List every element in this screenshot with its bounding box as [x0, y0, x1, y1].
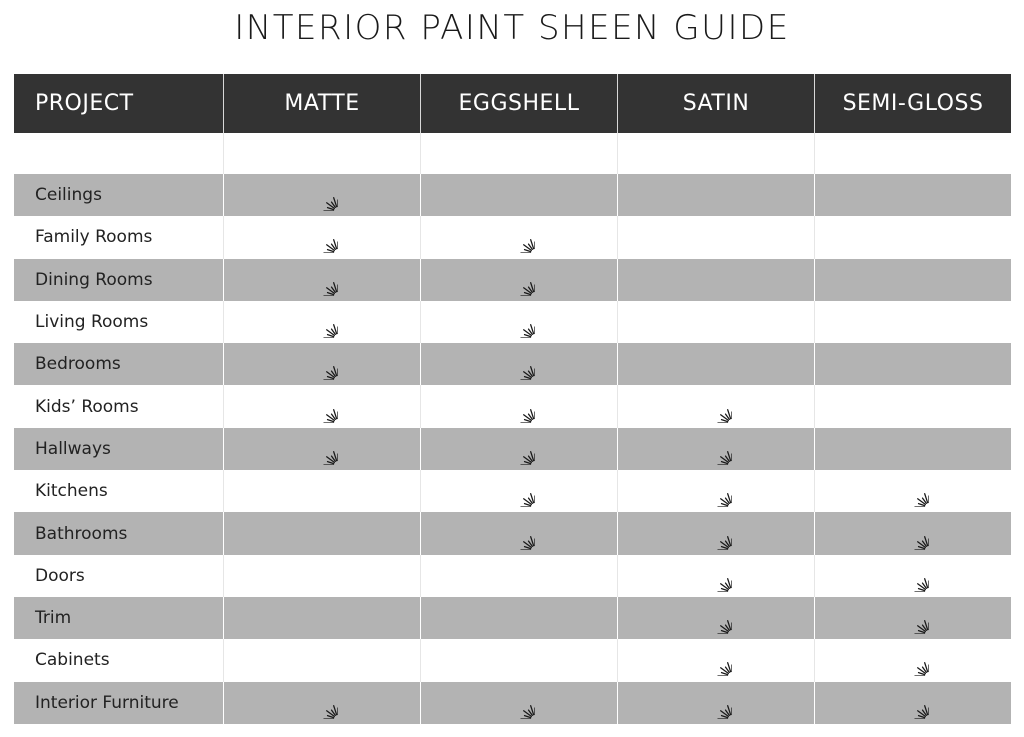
starburst-icon — [306, 221, 338, 253]
sheen-cell-matte — [224, 216, 421, 258]
sheen-cell-semigloss — [815, 385, 1011, 427]
spacer-cell — [224, 133, 421, 174]
sheen-cell-satin — [618, 428, 815, 470]
table-row — [14, 639, 1011, 681]
starburst-icon — [700, 433, 732, 465]
table-row — [14, 555, 1011, 597]
sheen-cell-semigloss — [815, 174, 1011, 216]
sheen-cell-matte — [224, 597, 421, 639]
page-title: INTERIOR PAINT SHEEN GUIDE — [234, 8, 790, 48]
starburst-icon — [503, 264, 535, 296]
sheen-cell-eggshell — [421, 639, 618, 681]
project-label: Family Rooms — [14, 216, 224, 258]
header-semi-gloss: SEMI-GLOSS — [842, 91, 984, 116]
sheen-cell-semigloss — [815, 343, 1011, 385]
project-label: Cabinets — [14, 639, 224, 681]
starburst-icon — [306, 264, 338, 296]
project-label: Doors — [14, 555, 224, 597]
sheen-cell-eggshell — [421, 385, 618, 427]
starburst-icon — [897, 602, 929, 634]
starburst-icon — [503, 518, 535, 550]
starburst-icon — [897, 687, 929, 719]
table-row — [14, 259, 1011, 301]
starburst-icon — [306, 391, 338, 423]
sheen-cell-satin — [618, 512, 815, 554]
sheen-cell-satin — [618, 343, 815, 385]
starburst-icon — [306, 348, 338, 380]
sheen-cell-eggshell — [421, 512, 618, 554]
starburst-icon — [503, 475, 535, 507]
table-row — [14, 385, 1011, 427]
table-row — [14, 597, 1011, 639]
table-row — [14, 216, 1011, 258]
starburst-icon — [503, 348, 535, 380]
sheen-cell-satin — [618, 301, 815, 343]
sheen-cell-matte — [224, 385, 421, 427]
starburst-icon — [897, 644, 929, 676]
sheen-cell-eggshell — [421, 470, 618, 512]
sheen-cell-eggshell — [421, 428, 618, 470]
sheen-cell-matte — [224, 470, 421, 512]
sheen-cell-matte — [224, 682, 421, 724]
sheen-cell-satin — [618, 259, 815, 301]
sheen-cell-semigloss — [815, 470, 1011, 512]
header-project: PROJECT — [14, 74, 224, 133]
starburst-icon — [897, 518, 929, 550]
sheen-cell-eggshell — [421, 682, 618, 724]
table-header — [14, 74, 1011, 133]
sheen-cell-satin — [618, 639, 815, 681]
starburst-icon — [503, 306, 535, 338]
starburst-icon — [306, 687, 338, 719]
sheen-cell-matte — [224, 343, 421, 385]
table-row — [14, 343, 1011, 385]
sheen-cell-satin — [618, 470, 815, 512]
sheen-cell-semigloss — [815, 682, 1011, 724]
sheen-cell-matte — [224, 301, 421, 343]
sheen-cell-matte — [224, 259, 421, 301]
sheen-cell-semigloss — [815, 555, 1011, 597]
sheen-cell-matte — [224, 428, 421, 470]
starburst-icon — [503, 433, 535, 465]
table-spacer — [14, 133, 1011, 174]
table-body — [14, 174, 1011, 724]
sheen-cell-semigloss — [815, 512, 1011, 554]
sheen-cell-eggshell — [421, 174, 618, 216]
starburst-icon — [897, 475, 929, 507]
sheen-cell-semigloss — [815, 301, 1011, 343]
starburst-icon — [503, 687, 535, 719]
starburst-icon — [306, 179, 338, 211]
sheen-cell-semigloss — [815, 428, 1011, 470]
sheen-cell-matte — [224, 555, 421, 597]
sheen-cell-satin — [618, 216, 815, 258]
project-label: Dining Rooms — [14, 259, 224, 301]
project-label: Living Rooms — [14, 301, 224, 343]
sheen-cell-eggshell — [421, 343, 618, 385]
starburst-icon — [700, 687, 732, 719]
spacer-cell — [815, 133, 1011, 174]
sheen-cell-satin — [618, 597, 815, 639]
sheen-cell-satin — [618, 555, 815, 597]
starburst-icon — [700, 475, 732, 507]
sheen-cell-satin — [618, 174, 815, 216]
project-label: Bedrooms — [14, 343, 224, 385]
sheen-cell-matte — [224, 512, 421, 554]
table-row — [14, 512, 1011, 554]
sheen-table — [14, 74, 1011, 724]
table-row — [14, 301, 1011, 343]
spacer-cell — [14, 133, 224, 174]
starburst-icon — [700, 602, 732, 634]
spacer-cell — [618, 133, 815, 174]
sheen-cell-matte — [224, 639, 421, 681]
spacer-cell — [421, 133, 618, 174]
project-label: Kitchens — [14, 470, 224, 512]
sheen-cell-eggshell — [421, 216, 618, 258]
starburst-icon — [306, 433, 338, 465]
project-label: Ceilings — [14, 174, 224, 216]
sheen-cell-semigloss — [815, 639, 1011, 681]
header-matte: MATTE — [224, 74, 421, 133]
project-label: Interior Furniture — [14, 682, 224, 724]
starburst-icon — [503, 221, 535, 253]
starburst-icon — [503, 391, 535, 423]
starburst-icon — [700, 518, 732, 550]
sheen-cell-eggshell — [421, 301, 618, 343]
table-row — [14, 428, 1011, 470]
header-eggshell: EGGSHELL — [421, 74, 618, 133]
project-label: Kids’ Rooms — [14, 385, 224, 427]
sheen-cell-eggshell — [421, 597, 618, 639]
sheen-cell-eggshell — [421, 555, 618, 597]
sheen-cell-satin — [618, 682, 815, 724]
sheen-cell-semigloss — [815, 259, 1011, 301]
starburst-icon — [897, 560, 929, 592]
table-row — [14, 174, 1011, 216]
sheen-cell-eggshell — [421, 259, 618, 301]
sheen-cell-semigloss — [815, 597, 1011, 639]
project-label: Trim — [14, 597, 224, 639]
sheen-cell-matte — [224, 174, 421, 216]
starburst-icon — [306, 306, 338, 338]
table-row — [14, 470, 1011, 512]
sheen-cell-semigloss — [815, 216, 1011, 258]
starburst-icon — [700, 391, 732, 423]
sheen-cell-satin — [618, 385, 815, 427]
table-row — [14, 682, 1011, 724]
project-label: Hallways — [14, 428, 224, 470]
starburst-icon — [700, 644, 732, 676]
project-label: Bathrooms — [14, 512, 224, 554]
header-satin: SATIN — [618, 74, 815, 133]
starburst-icon — [700, 560, 732, 592]
